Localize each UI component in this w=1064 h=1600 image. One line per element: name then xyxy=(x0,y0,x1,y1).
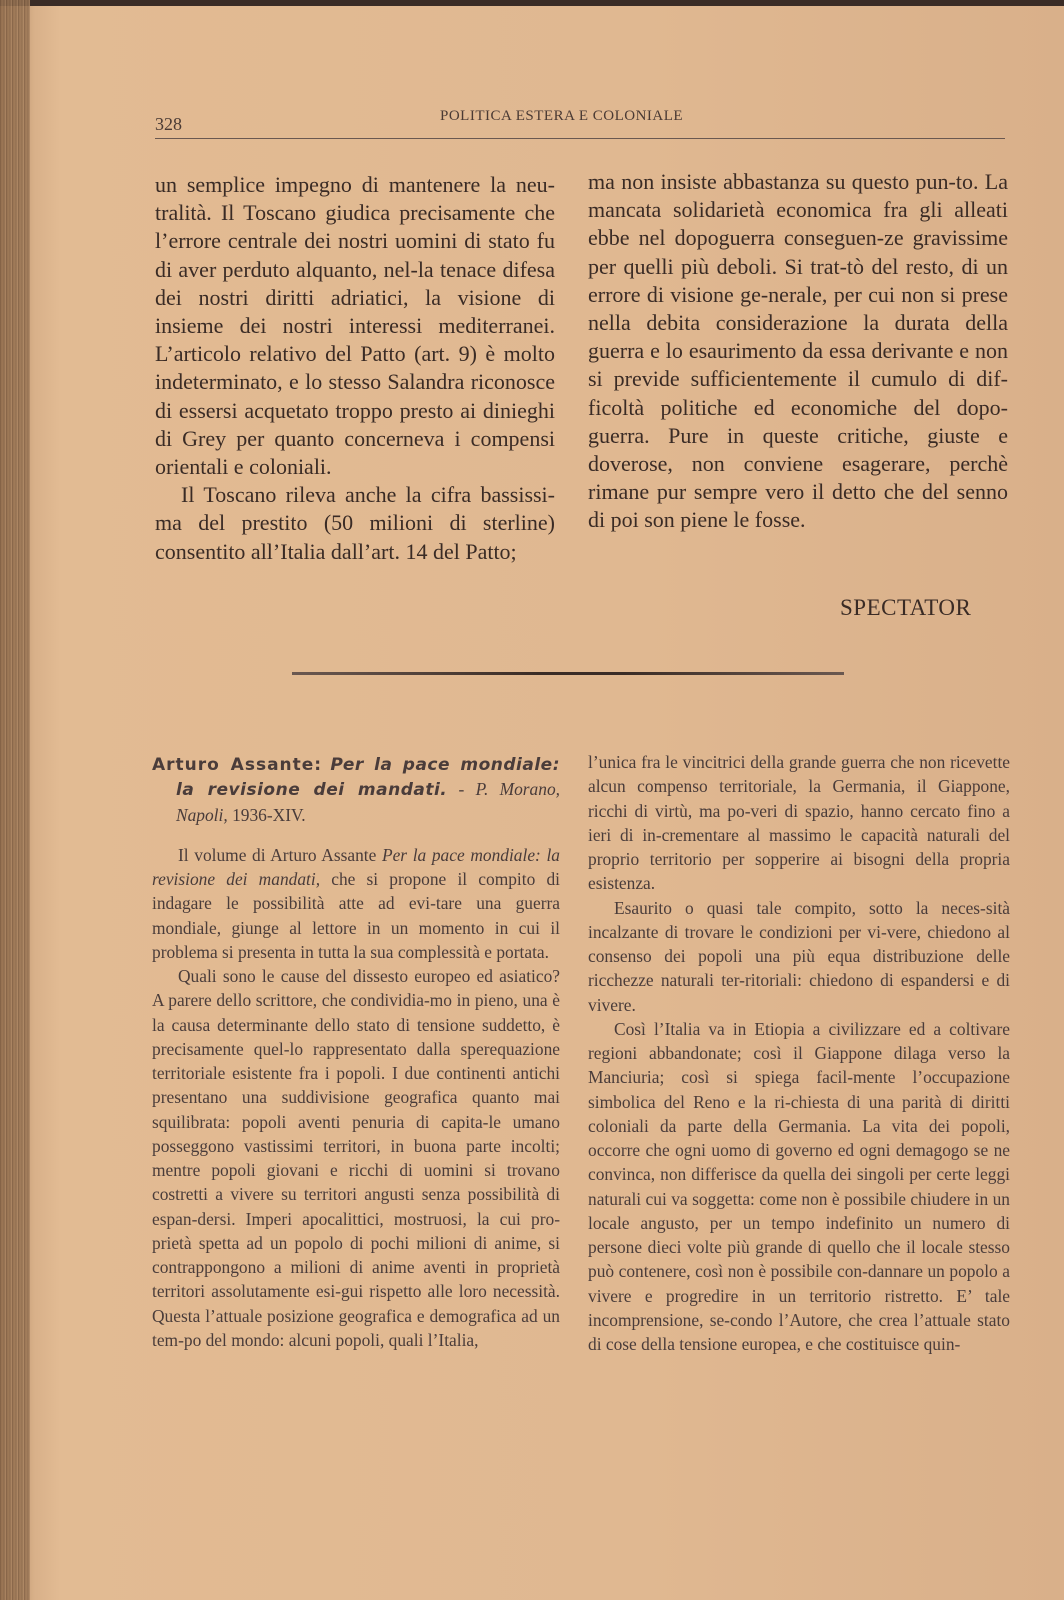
review-publisher: - P. Morano, Napoli, xyxy=(176,779,560,825)
paragraph: Quali sono le cause del dissesto europeo ed asiatico? A parere dello scrittore, che condividia-mo in pieno, una è la causa determinante dello stato di tensione suddetto, è precisamente quel-lo rappresentato dalla sperequazione territoriale esistente fra i popoli. I due continenti antichi presentano una suddivisione geografica quanto mai squilibrata: popoli aventi penuria di capita-le umano posseggono vastissimi territori, in buona parte incolti; mentre popoli giovani e ricchi di uomini si trovano costretti a vivere su territori angusti senza possibilità di espan-dersi. Imperi apocalittici, mostruosi, la cui pro-prietà spetta ad un popolo di pochi milioni di anime, si contrappongono a milioni di anime aventi in proprietà territori assolutamente esi-gui rispetto alle loro necessità. Questa l’attuale posizione geografica e demografica ad un tem-po del mondo: alcuni popoli, quali l’Italia, xyxy=(152,966,560,1350)
header-rule xyxy=(155,138,1005,139)
running-head: POLITICA ESTERA E COLONIALE xyxy=(440,108,684,124)
paragraph: Così l’Italia va in Etiopia a civilizzare ed a coltivare regioni abbandonate; così il Giappone dilaga verso la Manciuria; così si spiega facil-mente l’occupazione simbolica del Reno e la ri-chiesta di una parità di diritti coloniali da parte della Germania. La vita dei popoli, occorre che ogni uomo di governo ed ogni demagogo se ne convinca, non differisce da quella dei singoli per certe leggi naturali cui va soggetta: come non è possibile chiudere in un locale angusto, per un tempo indefinito un numero di persone dieci volte più grande di quello che il locale stesso può contenere, così non è possibile con-dannare un popolo a vivere e progredire in un territorio ristretto. E’ tale incomprensione, se-condo l’Autore, che crea l’attuale stato di cose della tensione europea, e che costituisce quin- xyxy=(588,1018,1010,1354)
book-title-inline: Per la pace mondiale: la revisione dei mandati, xyxy=(152,844,560,889)
scan-top-edge xyxy=(0,0,1064,6)
paragraph xyxy=(152,843,560,964)
paragraph: Il Toscano rileva anche la cifra bassissi-ma del prestito (50 milioni di sterline) consentito all’Italia dall’art. 14 del Patto; xyxy=(155,482,555,564)
lower-left-column xyxy=(152,752,560,1352)
text-run: Il volume di Arturo Assante xyxy=(178,844,377,865)
review-book-title: Per la pace mondiale: la revisione dei mandati. xyxy=(176,755,560,801)
page-number: 328 xyxy=(155,114,182,134)
review-year: 1936-XIV. xyxy=(232,804,306,825)
paragraph: un semplice impegno di mantenere la neu-tralità. Il Toscano giudica precisamente che l’errore centrale dei nostri uomini di stato fu di aver perduto alquanto, nel-la tenace difesa dei nostri diritti adriatici, la visione di insieme dei nostri interessi mediterranei. L’articolo relativo del Patto (art. 9) è molto indeterminato, e lo stesso Salandra riconosce di essersi acquetato troppo presto ai dinieghi di Grey per quanto concerneva i compensi orientali e coloniali. xyxy=(155,172,555,480)
author-signature: SPECTATOR xyxy=(840,595,972,620)
review-author: Arturo Assante: xyxy=(152,755,323,775)
page-header xyxy=(155,104,1005,134)
paragraph: Esaurito o quasi tale compito, sotto la neces-sità incalzante di trovare le condizioni per vi-vere, chiedono al consenso dei popoli una più equa distribuzione delle ricchezze naturali ter-ritoriali: chiedono di espandersi e di vivere. xyxy=(588,897,1010,1015)
paragraph: ma non insiste abbastanza su questo pun-to. La mancata solidarietà economica fra gli alleati ebbe nel dopoguerra conseguen-ze gravissime per quelli più deboli. Si trat-tò del resto, di un errore di visione ge-nerale, per cui non si prese nella debita considerazione la durata della guerra e lo esaurimento da essa derivante e non si previde sufficientemente il cumulo di dif-ficoltà politiche ed economiche del dopo-guerra. Pure in queste critiche, giuste e doverose, non conviene esagerare, perchè rimane pur sempre vero il detto che del senno di poi son piene le fosse. xyxy=(588,169,1008,533)
upper-left-column xyxy=(155,171,555,566)
paragraph: l’unica fra le vincitrici della grande guerra che non ricevette alcun compenso territoriale, la Germania, il Giappone, ricchi di virtù, ma po-veri di spazio, hanno cercato fino a ieri di in-crementare al massimo le capacità naturali del proprio territorio per sopperire ai bisogni della propria esistenza. xyxy=(588,752,1010,894)
upper-right-column xyxy=(588,168,1008,535)
book-spine-edge xyxy=(0,0,30,1600)
review-heading xyxy=(152,752,560,827)
section-divider xyxy=(292,672,844,675)
lower-right-column xyxy=(588,750,1010,1356)
text-run: che si propone il compito di indagare le possibilità atte ad evi-tare una guerra mondiale, giunge al lettore in un momento in cui il problema si presenta in tutta la sua complessità e portata. xyxy=(152,869,560,962)
